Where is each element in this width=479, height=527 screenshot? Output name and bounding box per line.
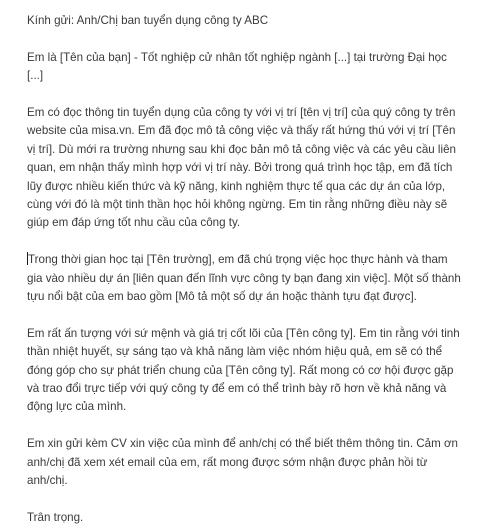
experience-paragraph-wrapper [27, 251, 461, 306]
experience-paragraph: Trong thời gian học tại [Tên trường], em đã chú trọng việc học thực hành và tham gia vào nhiều dự án [liên quan đến lĩnh vực công ty bạn đang xin việc]. Một số thành tựu nổi bật của em bao gồm [Mô tả một số dự án hoặc thành tựu đạt được]. [27, 253, 461, 304]
closing-line: Trân trọng. [27, 510, 84, 524]
blank-line [27, 306, 461, 324]
blank-line [27, 86, 461, 104]
motivation-paragraph: Em rất ấn tượng với sứ mệnh và giá trị cốt lõi của [Tên công ty]. Em tin rằng với tinh thần nhiệt huyết, sự sáng tạo và khả năng làm việc nhóm hiệu quả, em sẽ có thể đóng góp cho sự phát triển chung của [Tên công ty]. Rất mong có cơ hội được gặp và trao đổi trực tiếp với quý công ty để em có thể trình bày rõ hơn về khả năng và động lực của mình. [27, 326, 460, 414]
interest-paragraph: Em có đọc thông tin tuyển dụng của công ty với vị trí [tên vị trí] của quý công ty trên website của misa.vn. Em đã đọc mô tả công việc và thấy rất hứng thú với vị trí [Tên vị trí]. Dù mới ra trường nhưng sau khi đọc bản mô tả công việc và các yêu cầu liên quan, em nhận thấy mình hợp với vị trí này. Bởi trong quá trình học tập, em đã tích lũy được nhiều kiến thức và kỹ năng, kinh nghiệm thực tế qua các dự án của lớp, cùng với đó là một tinh thần học hỏi không ngừng. Em tin rằng những điều này sẽ giúp em đáp ứng tốt nhu cầu của công ty. [27, 106, 456, 230]
blank-line [27, 417, 461, 435]
attachment-paragraph: Em xin gửi kèm CV xin việc của mình để anh/chị có thể biết thêm thông tin. Cảm ơn anh/chị đã xem xét email của em, rất mong được sớm nhận được phản hồi từ anh/chị. [27, 437, 459, 488]
greeting-line: Kính gửi: Anh/Chị ban tuyển dụng công ty ABC [27, 14, 269, 27]
blank-line [27, 30, 461, 48]
intro-paragraph: Em là [Tên của bạn] - Tốt nghiệp cử nhân tốt nghiệp ngành [...] tại trường Đại học [...] [27, 50, 447, 83]
blank-line [27, 233, 461, 251]
